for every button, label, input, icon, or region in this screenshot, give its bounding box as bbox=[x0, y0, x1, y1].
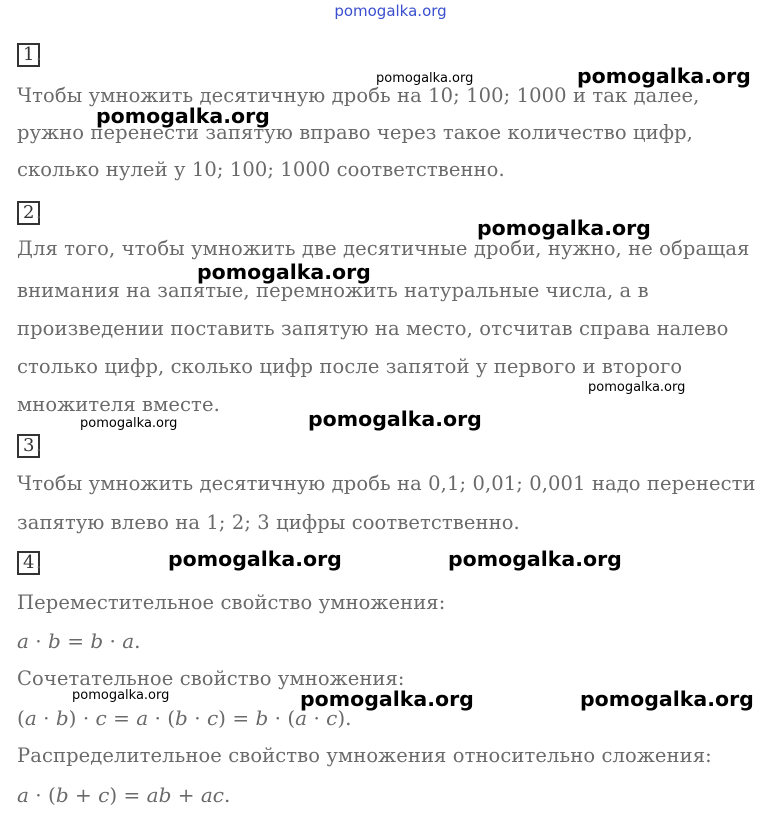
watermark: pomogalka.org bbox=[80, 416, 178, 431]
section-2-line-5: множителя вместе. bbox=[17, 393, 220, 416]
section-2-line-3: произведении поставить запятую на место, отсчитав справа налево bbox=[17, 317, 729, 340]
section-4-line-1: Переместительное свойство умножения: bbox=[17, 591, 446, 614]
section-dot-2: . bbox=[36, 202, 42, 223]
watermark: pomogalka.org bbox=[96, 104, 270, 128]
watermark: pomogalka.org bbox=[300, 687, 474, 711]
watermark: pomogalka.org bbox=[376, 71, 474, 86]
watermark: pomogalka.org bbox=[448, 547, 622, 571]
site-header[interactable]: pomogalka.org bbox=[334, 2, 447, 20]
section-2-line-4: столько цифр, сколько цифр после запятой у первого и второго bbox=[17, 355, 683, 378]
section-number-3: 3 bbox=[17, 434, 40, 458]
section-number-2: 2 bbox=[17, 201, 40, 225]
section-1-line-3: сколько нулей у 10; 100; 1000 соответственно. bbox=[17, 158, 505, 181]
section-2-line-2: внимания на запятые, перемножить натуральные числа, а в bbox=[17, 279, 649, 302]
section-4-line-5: Распределительное свойство умножения относительно сложения: bbox=[17, 744, 712, 767]
section-3-line-2: запятую влево на 1; 2; 3 цифры соответственно. bbox=[17, 511, 520, 534]
watermark: pomogalka.org bbox=[308, 407, 482, 431]
section-4-line-3: Сочетательное свойство умножения: bbox=[17, 667, 405, 690]
section-number-1: 1 bbox=[17, 43, 40, 67]
section-1-line-2: ружно перенести запятую вправо через такое количество цифр, bbox=[17, 121, 693, 144]
section-dot-3: . bbox=[36, 435, 42, 456]
watermark: pomogalka.org bbox=[477, 216, 651, 240]
commutative-formula: a · b = b · a. bbox=[17, 629, 141, 653]
associative-formula: (a · b) · c = a · (b · c) = b · (a · c). bbox=[17, 706, 352, 730]
watermark: pomogalka.org bbox=[197, 260, 371, 284]
section-number-4: 4 bbox=[17, 551, 40, 575]
watermark: pomogalka.org bbox=[72, 688, 170, 703]
watermark: pomogalka.org bbox=[580, 687, 754, 711]
watermark: pomogalka.org bbox=[168, 547, 342, 571]
section-2-line-1: Для того, чтобы умножить две десятичные дроби, нужно, не обращая bbox=[17, 237, 750, 260]
section-1-line-1: Чтобы умножить десятичную дробь на 10; 100; 1000 и так далее, bbox=[17, 84, 700, 107]
section-3-line-1: Чтобы умножить десятичную дробь на 0,1; 0,01; 0,001 надо перенести bbox=[17, 472, 756, 495]
watermark: pomogalka.org bbox=[588, 380, 686, 395]
distributive-formula: a · (b + c) = ab + ac. bbox=[17, 783, 231, 807]
section-dot-4: . bbox=[36, 552, 42, 573]
section-dot-1: . bbox=[36, 44, 42, 65]
watermark: pomogalka.org bbox=[577, 64, 751, 88]
